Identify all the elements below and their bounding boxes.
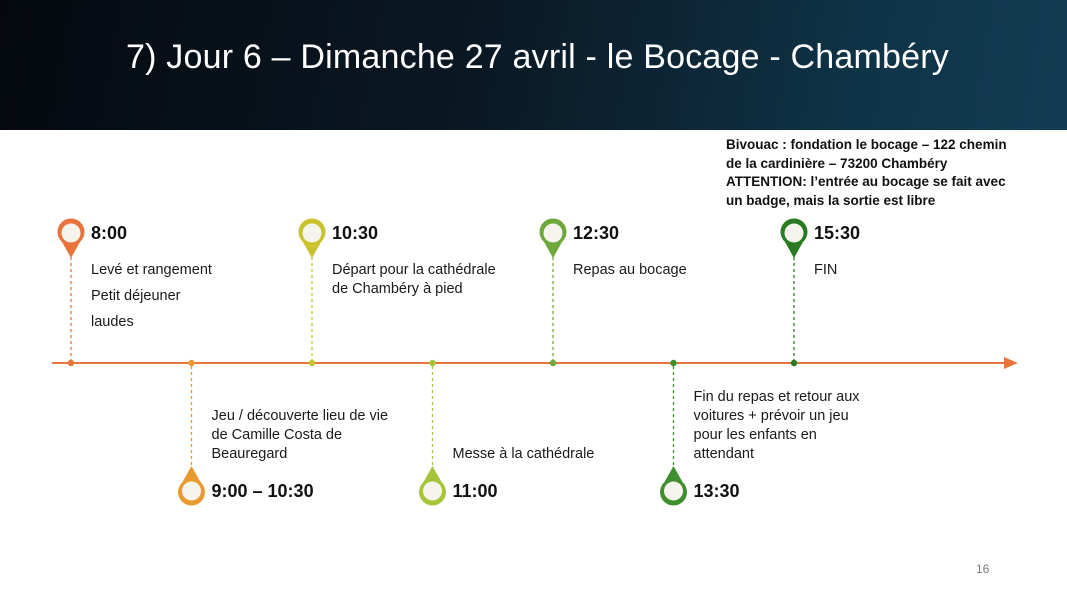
event-time: 11:00 <box>452 481 498 501</box>
event-description-line: laudes <box>91 314 134 330</box>
event-description-line: pour les enfants en <box>693 427 817 443</box>
pin-inner-circle <box>544 224 563 243</box>
pin-inner-circle <box>182 482 201 501</box>
timeline-dot <box>670 360 676 366</box>
timeline-dot <box>429 360 435 366</box>
event-time: 13:30 <box>693 481 740 501</box>
pin-inner-circle <box>303 224 322 243</box>
event-description <box>212 407 389 464</box>
event-time: 8:00 <box>91 223 128 243</box>
bivouac-line: un badge, mais la sortie est libre <box>726 192 936 208</box>
bivouac-line: ATTENTION: l’entrée au bocage se fait avec <box>726 174 1006 189</box>
event-time: 15:30 <box>814 223 861 243</box>
event-description-line: attendant <box>693 446 754 462</box>
pin-inner-circle <box>785 224 804 243</box>
event-description <box>91 257 212 335</box>
slide-title: 7) Jour 6 – Dimanche 27 avril - le Bocage - Chambéry <box>126 38 949 76</box>
event-description <box>814 261 837 280</box>
event-description-line: de Chambéry à pied <box>332 281 463 297</box>
timeline-dot <box>550 360 556 366</box>
event-description-line: Petit déjeuner <box>91 288 181 304</box>
event-description-line: Fin du repas et retour aux <box>693 389 860 405</box>
event-description <box>573 261 687 280</box>
event-description-line: de Camille Costa de <box>211 427 343 443</box>
event-description-line: Repas au bocage <box>573 262 687 278</box>
event-description-line: Levé et rangement <box>91 262 212 278</box>
event-description-line: Départ pour la cathédrale <box>332 262 496 278</box>
event-time: 10:30 <box>332 223 379 243</box>
timeline-dot <box>68 360 74 366</box>
bivouac-line: de la cardinière – 73200 Chambéry <box>726 155 948 171</box>
pin-inner-circle <box>423 482 442 501</box>
pin-inner-circle <box>62 224 81 243</box>
page-number: 16 <box>976 562 990 576</box>
event-description-line: FIN <box>814 262 838 278</box>
event-description-line: Messe à la cathédrale <box>452 446 595 462</box>
pin-inner-circle <box>664 482 683 501</box>
event-time: 9:00 – 10:30 <box>211 481 314 501</box>
event-description <box>453 445 595 464</box>
timeline-dot <box>309 360 315 366</box>
event-description-line: Jeu / découverte lieu de vie <box>211 408 389 424</box>
event-description <box>694 388 860 464</box>
event-description-line: Beauregard <box>211 446 288 462</box>
event-time: 12:30 <box>573 223 620 243</box>
timeline-dot <box>791 360 797 366</box>
bivouac-line: Bivouac : fondation le bocage – 122 chemin <box>726 137 1007 152</box>
event-description <box>332 261 496 299</box>
timeline-dot <box>188 360 194 366</box>
event-description-line: voitures + prévoir un jeu <box>693 408 849 424</box>
timeline-arrowhead <box>1004 357 1018 369</box>
